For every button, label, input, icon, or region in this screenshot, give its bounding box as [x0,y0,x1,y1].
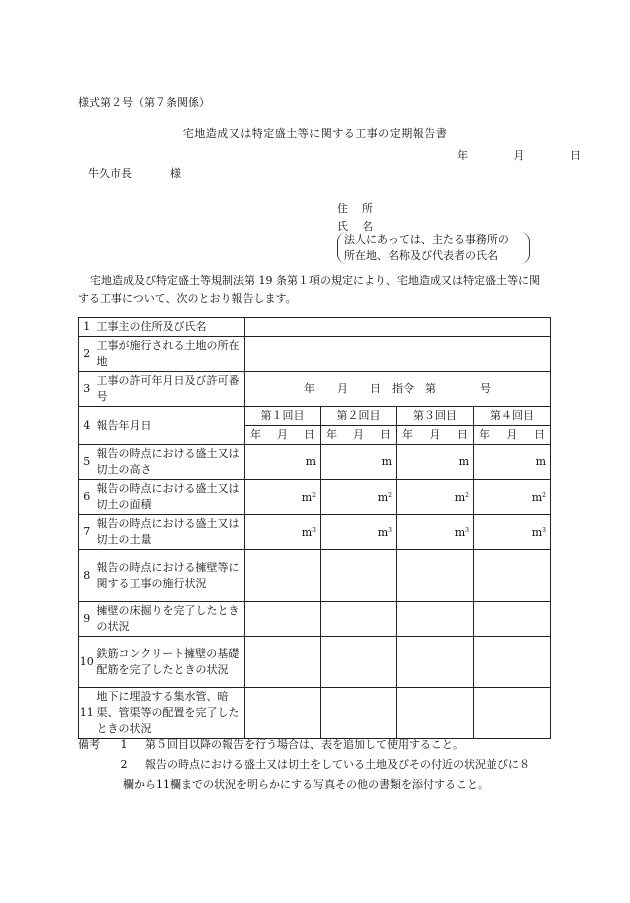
row-label: 工事の許可年月日及び許可番号 [95,372,245,407]
area-cell[interactable]: $m^2$ [474,480,551,515]
remark-2-continuation: 欄から11欄までの状況を明らかにする写真その他の書類を添付すること。 [123,778,489,791]
table-row: 11 地下に埋設する集水管、暗渠、管渠等の配置を完了したときの状況 [79,688,551,739]
table-row: 6 報告の時点における盛土又は切土の面積 $m^2$ $m^2$ $m^2$ $m^2$ [79,480,551,515]
report-date[interactable]: 年 月 日 [321,426,397,445]
reporter-address-label: 住 所 [337,202,373,215]
round-header: 第２回目 [321,407,397,426]
report-table [78,317,551,739]
reporter-name-label: 氏 名 [337,220,373,233]
corporate-note: 法人にあっては、主たる事務所の 所在地、名称及び代表者の氏名 [337,232,530,264]
volume-cell[interactable]: $m^3$ [321,515,397,550]
row-label: 報告の時点における盛土又は切土の高さ [95,445,245,480]
round-header: 第４回目 [474,407,551,426]
field-location[interactable] [245,337,551,372]
reporter-block [337,200,373,236]
addressee [88,167,181,181]
row-label: 報告の時点における擁壁等に関する工事の施行状況 [95,550,245,602]
table-row: 10 鉄筋コンクリート擁壁の基礎配筋を完了したときの状況 [79,637,551,688]
document-title: 宅地造成又は特定盛土等に関する工事の定期報告書 [182,127,448,140]
date-day: 日 [570,149,581,162]
report-date[interactable]: 年 月 日 [397,426,474,445]
area-cell[interactable]: $m^2$ [321,480,397,515]
height-cell[interactable]: m [474,445,551,480]
row-label: 工事が施行される土地の所在地 [95,337,245,372]
row-label: 報告の時点における盛土又は切土の面積 [95,480,245,515]
form-number: 様式第２号（第７条関係） [78,96,210,109]
remark-2: 2 報告の時点における盛土又は切土をしている土地及びその付近の状況並びに８ [120,758,530,771]
table-row: 3 工事の許可年月日及び許可番号 年 月 日 指令 第 号 [79,372,551,407]
row-label: 報告の時点における盛土又は切土の土量 [95,515,245,550]
table-row: 5 報告の時点における盛土又は切土の高さ m m m m [79,445,551,480]
row-label: 鉄筋コンクリート擁壁の基礎配筋を完了したときの状況 [95,637,245,688]
row-label: 地下に埋設する集水管、暗渠、管渠等の配置を完了したときの状況 [95,688,245,739]
date-line [457,149,581,163]
area-cell[interactable]: $m^2$ [397,480,474,515]
table-row: 2 工事が施行される土地の所在地 [79,337,551,372]
row-label: 擁壁の床掘りを完了したときの状況 [95,602,245,637]
field-permit[interactable]: 年 月 日 指令 第 号 [245,372,551,407]
report-date[interactable]: 年 月 日 [474,426,551,445]
addressee-name: 牛久市長 [88,167,132,180]
table-row: 7 報告の時点における盛土又は切土の土量 $m^3$ $m^3$ $m^3$ $m^3$ [79,515,551,550]
table-row: 8 報告の時点における擁壁等に関する工事の施行状況 [79,550,551,602]
volume-cell[interactable]: $m^3$ [397,515,474,550]
report-date[interactable]: 年 月 日 [245,426,321,445]
date-month: 月 [513,149,525,162]
row-label: 工事主の住所及び氏名 [95,318,245,337]
date-year: 年 [457,149,468,162]
intro-paragraph: 宅地造成及び特定盛土等規制法第 19 条第１項の規定により、宅地造成又は特定盛土等に関する工事について、次のとおり報告します。 [78,274,540,305]
remark-1: 備考 1 第５回目以降の報告を行う場合は、表を追加して使用すること。 [78,738,464,751]
addressee-suffix: 様 [170,167,181,180]
table-row: 4 報告年月日 第１回目 第２回目 第３回目 第４回目 [79,407,551,426]
height-cell[interactable]: m [321,445,397,480]
field-owner[interactable] [245,318,551,337]
round-header: 第３回目 [397,407,474,426]
area-cell[interactable]: $m^2$ [245,480,321,515]
height-cell[interactable]: m [397,445,474,480]
table-row: 9 擁壁の床掘りを完了したときの状況 [79,602,551,637]
volume-cell[interactable]: $m^3$ [474,515,551,550]
volume-cell[interactable]: $m^3$ [245,515,321,550]
table-row: 1 工事主の住所及び氏名 [79,318,551,337]
remarks [78,735,530,795]
row-label: 報告年月日 [95,407,245,445]
height-cell[interactable]: m [245,445,321,480]
round-header: 第１回目 [245,407,321,426]
